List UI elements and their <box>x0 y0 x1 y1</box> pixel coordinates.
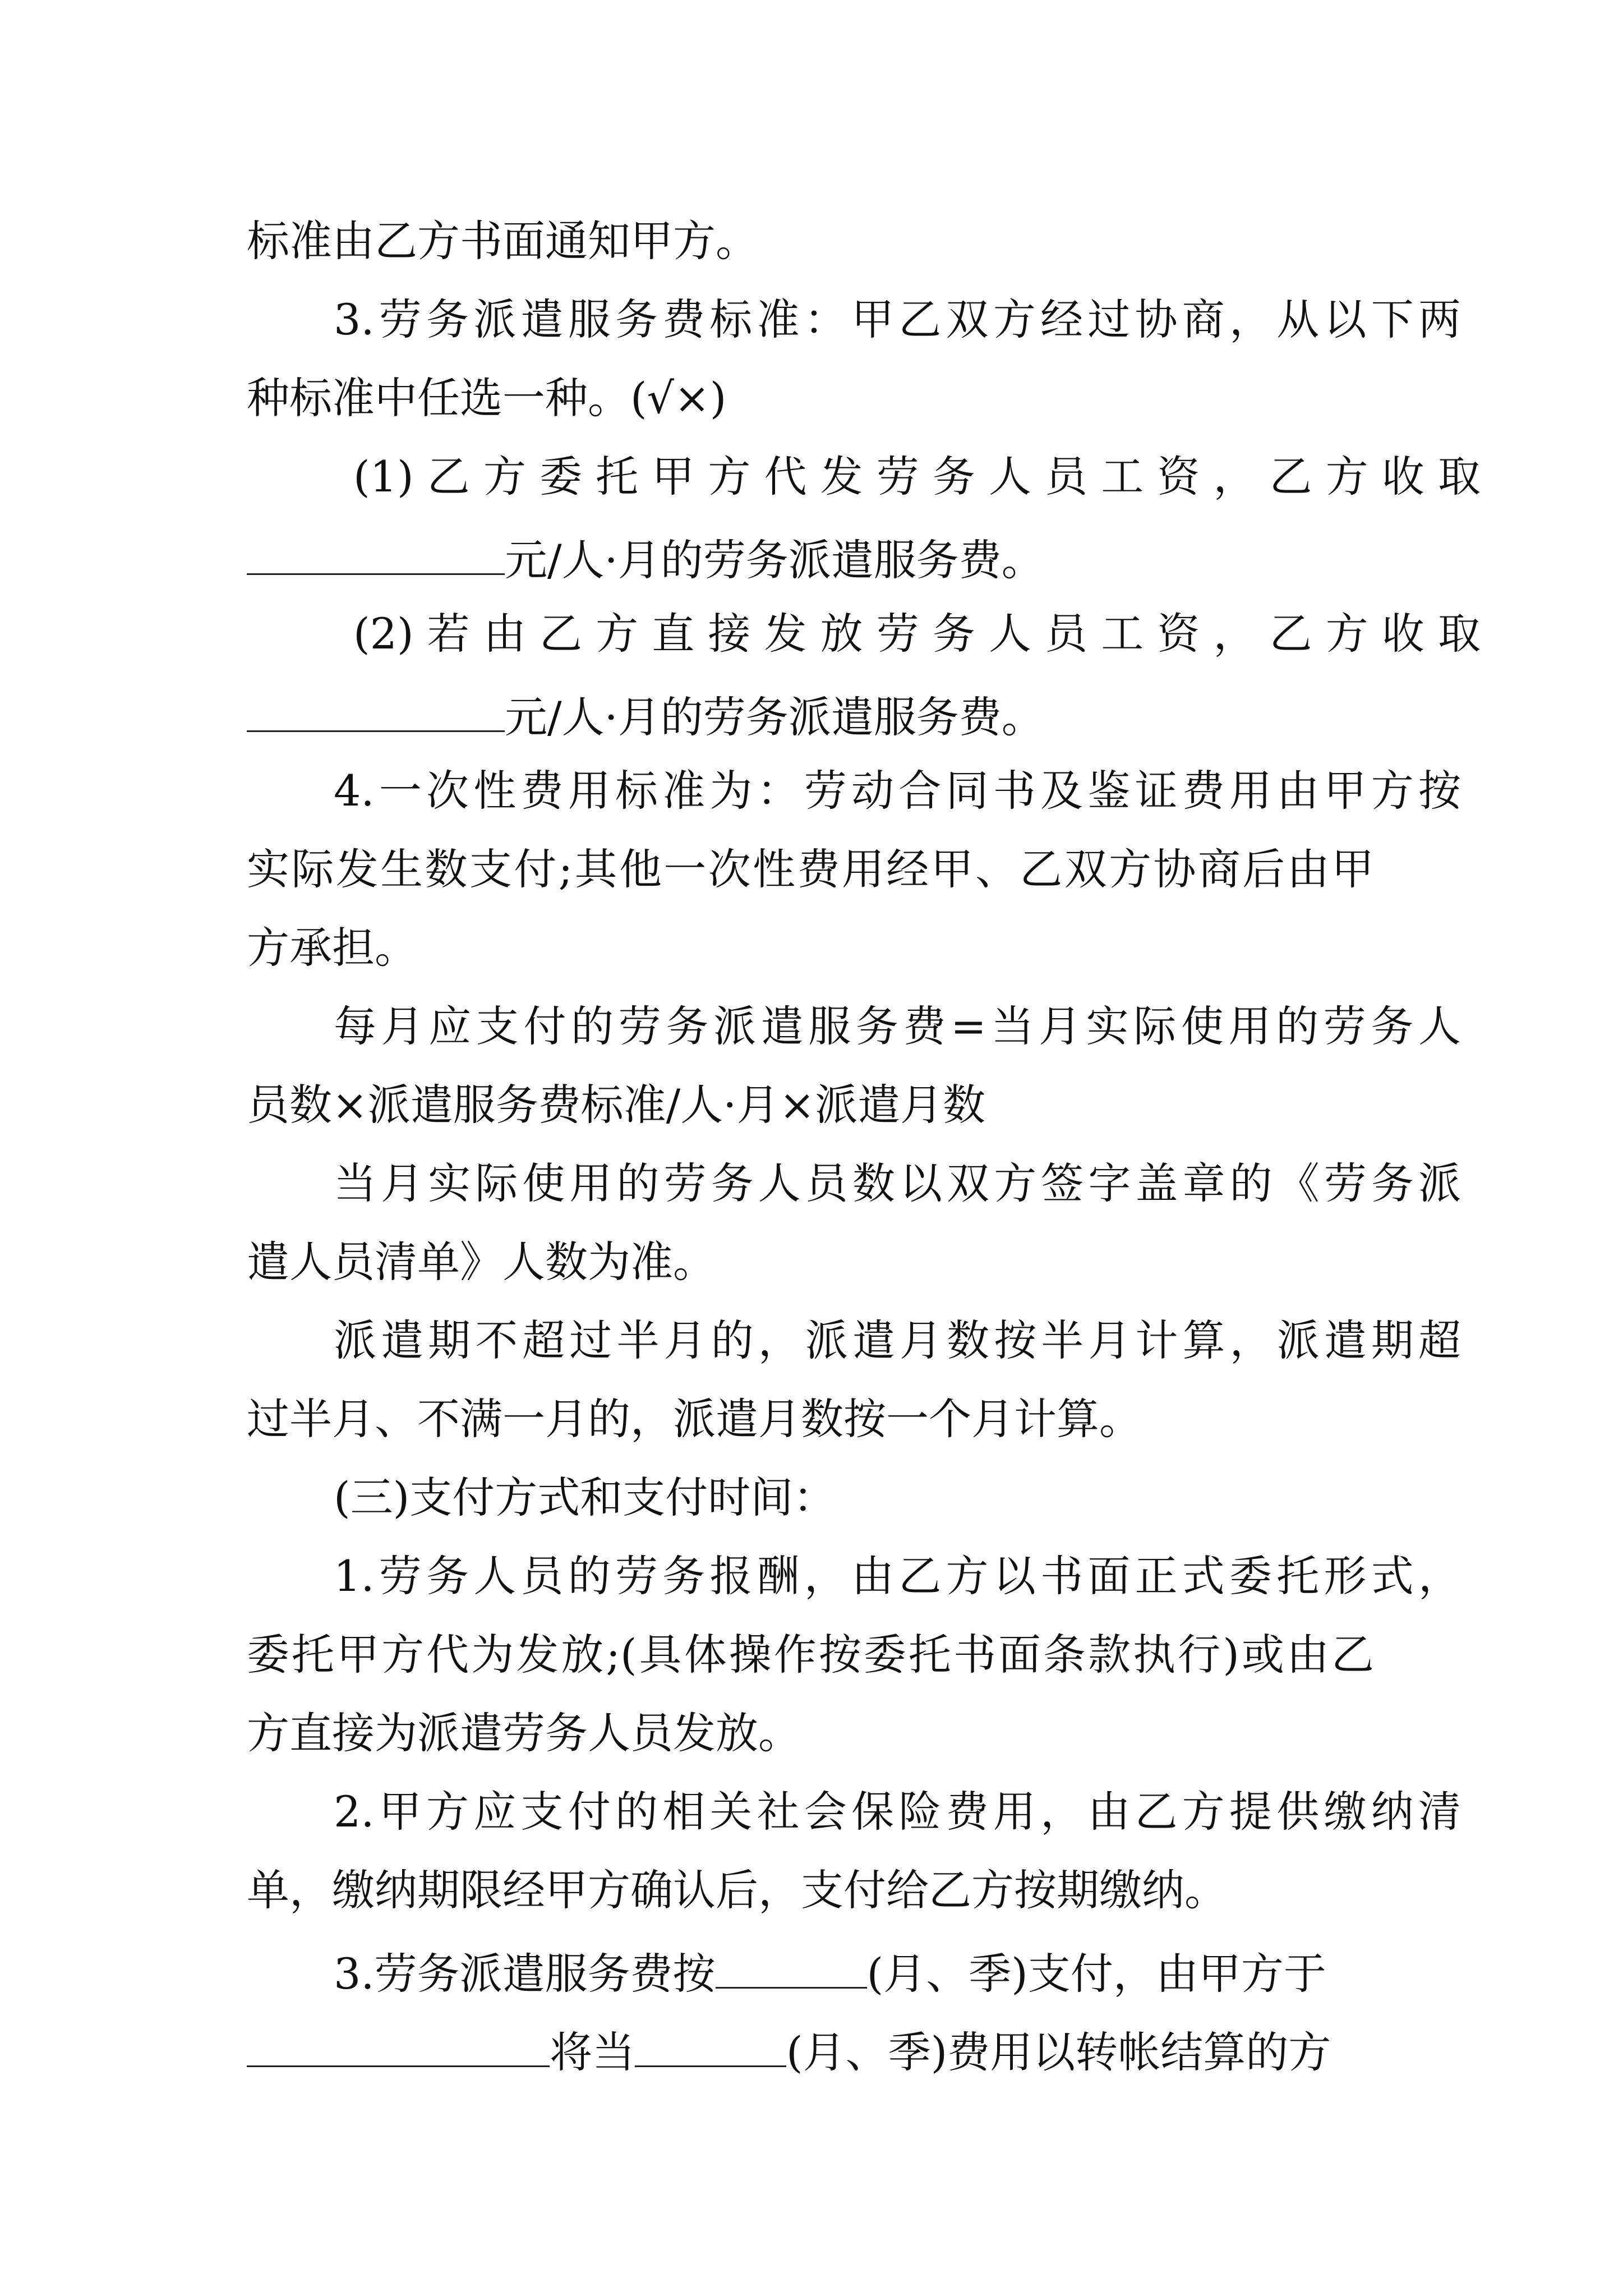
paragraph-line: (2)若由乙方直接发放劳务人员工资，乙方收取 <box>353 609 1481 659</box>
paragraph-line: 过半月、不满一月的，派遣月数按一个月计算。 <box>247 1394 1142 1444</box>
paragraph-line: 方承担。 <box>247 923 417 973</box>
paragraph-line: 派遣期不超过半月的，派遣月数按半月计算，派遣期超 <box>334 1315 1461 1365</box>
paragraph-line: 3.劳务派遣服务费标准：甲乙双方经过协商，从以下两 <box>334 295 1461 344</box>
paragraph-line: 2.甲方应支付的相关社会保险费用，由乙方提供缴纳清 <box>334 1787 1461 1837</box>
text-segment: 将当 <box>550 2027 635 2077</box>
paragraph-line: 实际发生数支付;其他一次性费用经甲、乙双方协商后由甲 <box>247 844 1374 894</box>
paragraph-line: 标准由乙方书面通知甲方。 <box>247 216 758 266</box>
paragraph-line: 4.一次性费用标准为：劳动合同书及鉴证费用由甲方按 <box>334 766 1461 816</box>
section-heading: (三)支付方式和支付时间： <box>334 1473 836 1522</box>
text-segment: 3.劳务派遣服务费按 <box>334 1949 716 1999</box>
fill-in-blank[interactable] <box>247 691 505 732</box>
paragraph-line: 1.劳务人员的劳务报酬，由乙方以书面正式委托形式， <box>334 1551 1461 1601</box>
blank-suffix: 元/人·月的劳务派遣服务费。 <box>505 535 1044 585</box>
paragraph-line: 方直接为派遣劳务人员发放。 <box>247 1708 801 1758</box>
fill-in-blank[interactable] <box>247 2026 550 2067</box>
text-segment: (月、季)支付，由甲方于 <box>866 1949 1326 1999</box>
paragraph-line <box>247 691 1044 742</box>
paragraph-line <box>247 534 1044 585</box>
blank-suffix: 元/人·月的劳务派遣服务费。 <box>505 692 1044 742</box>
paragraph-line: 种标准中任选一种。(√×) <box>247 373 727 423</box>
paragraph-line <box>247 2026 1331 2077</box>
fill-in-blank[interactable] <box>635 2026 786 2067</box>
paragraph-line: 委托甲方代为发放;(具体操作按委托书面条款执行)或由乙 <box>247 1630 1374 1680</box>
paragraph-line: 员数×派遣服务费标准/人·月×派遣月数 <box>247 1080 986 1130</box>
fill-in-blank[interactable] <box>716 1948 867 1989</box>
paragraph-line: 当月实际使用的劳务人员数以双方签字盖章的《劳务派 <box>334 1158 1461 1208</box>
paragraph-line: 单，缴纳期限经甲方确认后，支付给乙方按期缴纳。 <box>247 1865 1227 1915</box>
text-segment: (月、季)费用以转帐结算的方 <box>786 2027 1331 2077</box>
paragraph-line: (1)乙方委托甲方代发劳务人员工资，乙方收取 <box>353 452 1481 501</box>
paragraph-line <box>334 1948 1374 1999</box>
fill-in-blank[interactable] <box>247 534 505 575</box>
paragraph-line: 每月应支付的劳务派遣服务费=当月实际使用的劳务人 <box>334 1001 1461 1051</box>
paragraph-line: 遣人员清单》人数为准。 <box>247 1237 716 1287</box>
